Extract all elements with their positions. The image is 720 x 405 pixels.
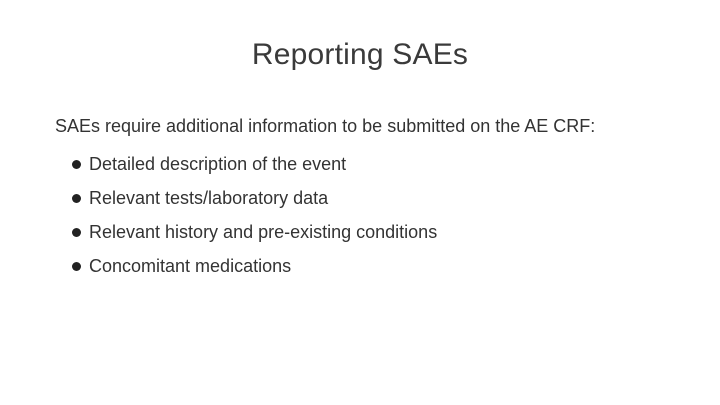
- bullet-item: [72, 181, 437, 215]
- bullet-text: Relevant tests/laboratory data: [89, 187, 329, 208]
- bullet-list: [72, 147, 437, 283]
- bullet-text: Detailed description of the event: [89, 153, 347, 174]
- bullet-dot-icon: [72, 228, 81, 237]
- bullet-text: Relevant history and pre-existing conditions: [89, 221, 438, 242]
- slide-title: Reporting SAEs: [251, 38, 469, 71]
- bullet-dot-icon: [72, 160, 81, 169]
- intro-text: SAEs require additional information to be submitted on the AE CRF:: [55, 116, 596, 136]
- bullet-dot-icon: [72, 194, 81, 203]
- bullet-text: Concomitant medications: [89, 255, 292, 276]
- bullet-item: [72, 249, 437, 283]
- bullet-item: [72, 215, 437, 249]
- bullet-item: [72, 147, 437, 181]
- bullet-dot-icon: [72, 262, 81, 271]
